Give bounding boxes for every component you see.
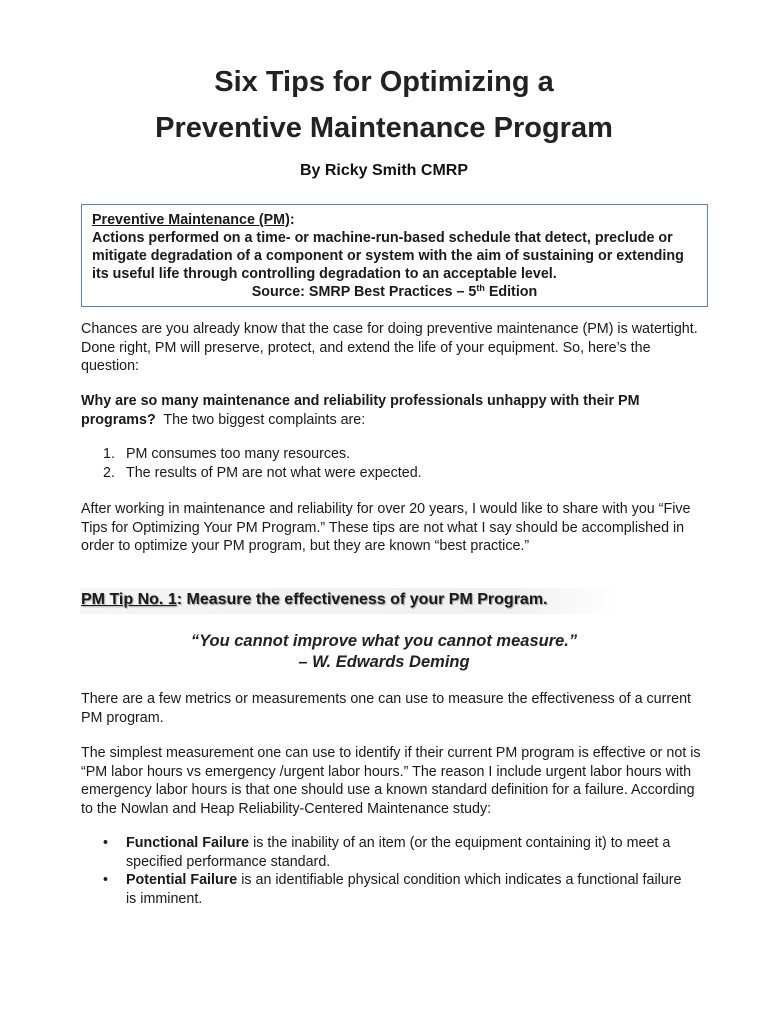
- definition-box: [81, 204, 708, 307]
- title-line-1: Six Tips for Optimizing a: [214, 66, 554, 98]
- list-text: The results of PM are not what were expected.: [126, 464, 422, 481]
- list-number: 1.: [103, 446, 115, 462]
- question-bold: Why are so many maintenance and reliability professionals unhappy with their PM programs?: [81, 393, 640, 428]
- list-item: [103, 871, 683, 908]
- source-prefix: Source: SMRP Best Practices – 5: [251, 284, 477, 300]
- failure-definitions-list: [103, 834, 683, 908]
- definition-term: Potential Failure: [126, 872, 238, 888]
- experience-paragraph: After working in maintenance and reliability for over 20 years, I would like to share with you “Five Tips for Optimizing Your PM Program.” These tips are not what I say should be accomplished in order to optimize your PM program, but they are known “best practice.”: [81, 501, 691, 554]
- list-item: [103, 445, 703, 464]
- question-paragraph: [81, 392, 701, 429]
- tip-1-heading: [81, 591, 641, 609]
- definition-text: is the inability of an item (or the equipment containing it) to meet a specified performance standard.: [126, 835, 671, 870]
- intro-paragraph: Chances are you already know that the case for doing preventive maintenance (PM) is watertight. Done right, PM will preserve, protect, and extend the life of your equipment. So, here’s the question:: [81, 321, 698, 374]
- tip-1-text: : Measure the effectiveness of your PM Program.: [176, 591, 548, 608]
- definition-body: Actions performed on a time- or machine-run-based schedule that detect, preclude or mitigate degradation of a component or system with the aim of sustaining or extending its useful life through controlling degradation to an acceptable level.: [92, 230, 684, 282]
- quote-author: – W. Edwards Deming: [298, 653, 470, 671]
- title-line-2: Preventive Maintenance Program: [155, 112, 613, 144]
- metrics-paragraph: There are a few metrics or measurements one can use to measure the effectiveness of a current PM program.: [81, 691, 692, 726]
- list-text: PM consumes too many resources.: [126, 446, 351, 462]
- quote-text: “You cannot improve what you cannot measure.”: [190, 632, 578, 650]
- list-item: [103, 464, 703, 483]
- question-rest: The two biggest complaints are:: [155, 411, 366, 428]
- definition-text: is an identifiable physical condition which indicates a functional failure is imminent.: [126, 872, 682, 907]
- definition-term: Functional Failure: [126, 835, 250, 851]
- definition-source: [92, 283, 697, 301]
- tip-1-label: PM Tip No. 1: [81, 591, 177, 608]
- definition-heading: Preventive Maintenance (PM): [92, 212, 290, 228]
- bullet-icon: •: [103, 872, 109, 888]
- source-superscript: th: [476, 283, 485, 293]
- source-suffix: Edition: [484, 284, 538, 300]
- definition-heading-line: [92, 211, 697, 229]
- complaints-list: [103, 445, 703, 482]
- list-item: [103, 834, 683, 871]
- list-number: 2.: [103, 464, 115, 481]
- simplest-measurement-paragraph: The simplest measurement one can use to identify if their current PM program is effective or not is “PM labor hours vs emergency /urgent labor hours.” The reason I include urgent labor hours with emergency labor hours is that one should use a known standard definition for a failure. According to the Nowlan and Heap Reliability-Centered Maintenance study:: [81, 745, 701, 817]
- definition-colon: :: [289, 212, 295, 228]
- bullet-icon: •: [103, 835, 109, 851]
- author-byline: By Ricky Smith CMRP: [299, 162, 469, 179]
